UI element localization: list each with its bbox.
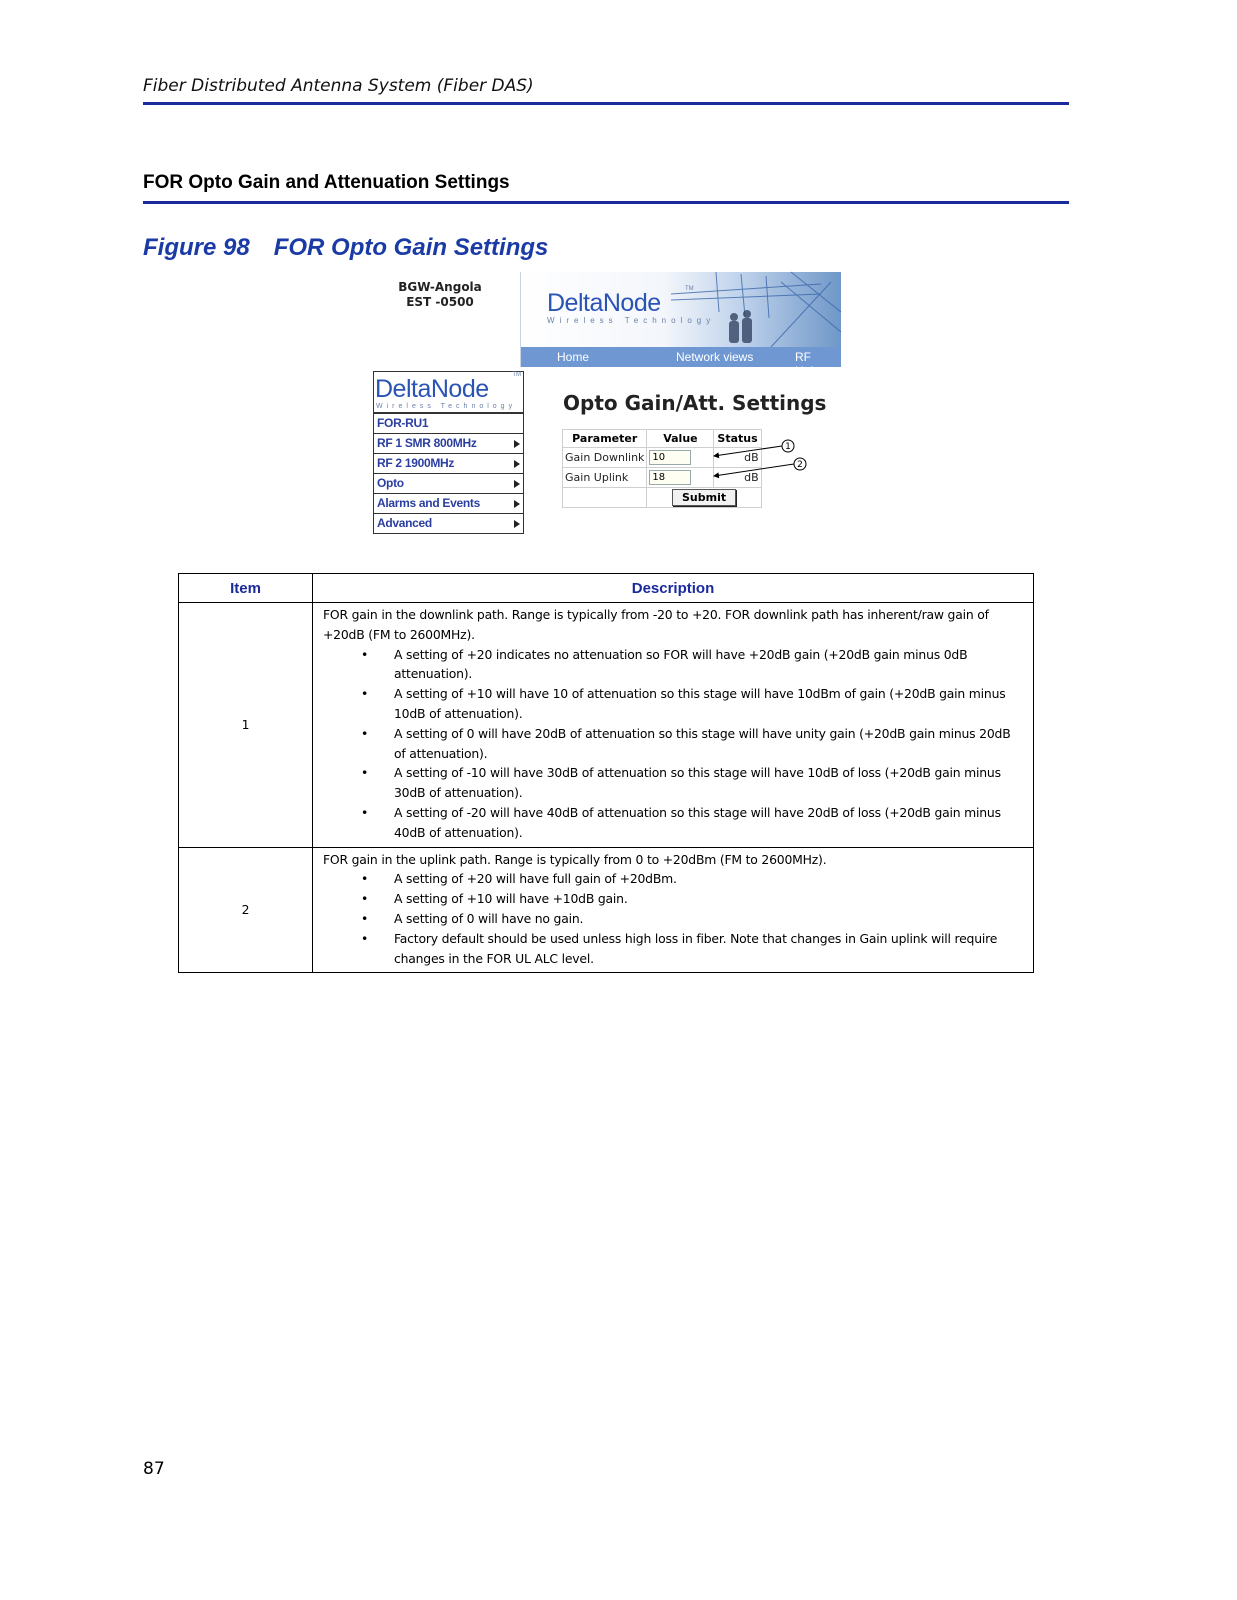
submit-cell <box>647 488 761 508</box>
submenu-arrow-icon <box>514 440 520 448</box>
brand-tagline: Wireless Technology <box>547 316 716 325</box>
col-value: Value <box>647 430 714 448</box>
side-item-rf2[interactable] <box>374 453 523 473</box>
location-block <box>380 280 500 310</box>
empty-cell <box>563 488 647 508</box>
nav-home[interactable]: Home <box>557 350 590 364</box>
figure-caption <box>143 234 548 262</box>
col-parameter: Parameter <box>563 430 647 448</box>
description-cell <box>313 847 1034 973</box>
side-item-label: RF 1 SMR 800MHz <box>377 436 477 450</box>
trademark-mark: TM <box>685 286 694 292</box>
submenu-arrow-icon <box>514 460 520 468</box>
param-label: Gain Downlink <box>563 448 647 468</box>
side-item-advanced[interactable] <box>374 513 523 533</box>
list-item: • A setting of +10 will have +10dB gain. <box>394 889 1023 909</box>
unit-label: dB <box>714 448 761 468</box>
col-status: Status <box>714 430 761 448</box>
side-item-rf1[interactable] <box>374 433 523 453</box>
submenu-arrow-icon <box>514 500 520 508</box>
list-item: • A setting of +20 will have full gain of +20dBm. <box>394 869 1023 889</box>
callout-2-line <box>714 464 794 476</box>
callout-1-line <box>714 446 782 456</box>
item-number: 1 <box>179 603 313 848</box>
item-number: 2 <box>179 847 313 973</box>
side-item-label: FOR-RU1 <box>377 416 429 430</box>
list-item: • A setting of -20 will have 40dB of attenuation so this stage will have 20dB of loss (+20dB gain minus 40dB of attenuation). <box>394 803 1023 843</box>
gain-downlink-input[interactable] <box>649 450 691 465</box>
callout-1-number: 1 <box>785 442 791 452</box>
description-table <box>178 573 1034 973</box>
list-item: • Factory default should be used unless high loss in fiber. Note that changes in Gain uplink will require changes in the FOR UL ALC level. <box>394 929 1023 969</box>
table-row <box>179 603 1034 848</box>
list-item: • A setting of +20 indicates no attenuation so FOR will have +20dB gain (+20dB gain minus 0dB attenuation). <box>394 645 1023 685</box>
nav-rf-units[interactable]: RF Units <box>795 350 823 378</box>
submenu-arrow-icon <box>514 480 520 488</box>
section-rule <box>143 201 1069 204</box>
list-item: • A setting of 0 will have no gain. <box>394 909 1023 929</box>
side-brand-logo <box>374 372 523 413</box>
bullet-list <box>323 645 1023 843</box>
submenu-arrow-icon <box>514 520 520 528</box>
side-trademark-mark: TM <box>512 372 521 378</box>
description-intro: FOR gain in the uplink path. Range is typically from 0 to +20dBm (FM to 2600MHz). <box>323 851 827 867</box>
list-item: • A setting of +10 will have 10 of attenuation so this stage will have 10dBm of gain (+20dB gain minus 10dB of attenuation). <box>394 684 1023 724</box>
brand-banner <box>520 272 841 378</box>
header-rule <box>143 102 1069 105</box>
side-menu <box>373 371 524 534</box>
unit-label: dB <box>714 468 761 488</box>
page-heading: Opto Gain/Att. Settings <box>563 391 827 415</box>
side-item-label: Opto <box>377 476 404 490</box>
top-nav <box>521 347 841 378</box>
location-timezone: EST -0500 <box>406 295 474 309</box>
description-cell <box>313 603 1034 848</box>
col-item: Item <box>179 574 313 603</box>
list-item: • A setting of 0 will have 20dB of attenuation so this stage will have unity gain (+20dB gain minus 20dB of attenuation). <box>394 724 1023 764</box>
side-item-label: RF 2 1900MHz <box>377 456 455 470</box>
side-item-label: Advanced <box>377 516 432 530</box>
description-intro: FOR gain in the downlink path. Range is typically from -20 to +20. FOR downlink path has inherent/raw gain of +20dB (FM to 2600MHz). <box>323 607 989 642</box>
side-item-alarms[interactable] <box>374 493 523 513</box>
table-row <box>179 847 1034 973</box>
gain-uplink-input[interactable] <box>649 470 691 485</box>
col-description: Description <box>313 574 1034 603</box>
bullet-list <box>323 869 1023 968</box>
side-item-for-ru1[interactable] <box>374 413 523 433</box>
side-brand-tagline: Wireless Technology <box>376 403 517 410</box>
location-name: BGW-Angola <box>398 280 482 294</box>
submit-button[interactable]: Submit <box>672 489 736 506</box>
side-item-opto[interactable] <box>374 473 523 493</box>
brand-name: DeltaNode <box>547 289 661 317</box>
callout-arrows <box>700 436 815 481</box>
side-brand-name: DeltaNode <box>375 375 489 403</box>
list-item: • A setting of -10 will have 30dB of attenuation so this stage will have 10dB of loss (+20dB gain minus 30dB of attenuation). <box>394 763 1023 803</box>
figure-title: FOR Opto Gain Settings <box>273 234 549 261</box>
figure-label: Figure 98 <box>143 234 250 261</box>
side-item-label: Alarms and Events <box>377 496 480 510</box>
running-header: Fiber Distributed Antenna System (Fiber DAS) <box>143 76 534 96</box>
page-number: 87 <box>143 1459 165 1479</box>
nav-network-views[interactable]: Network views <box>676 350 754 364</box>
section-title: FOR Opto Gain and Attenuation Settings <box>143 172 510 193</box>
param-label: Gain Uplink <box>563 468 647 488</box>
callout-2-number: 2 <box>797 460 803 470</box>
brand-logo <box>547 290 715 326</box>
